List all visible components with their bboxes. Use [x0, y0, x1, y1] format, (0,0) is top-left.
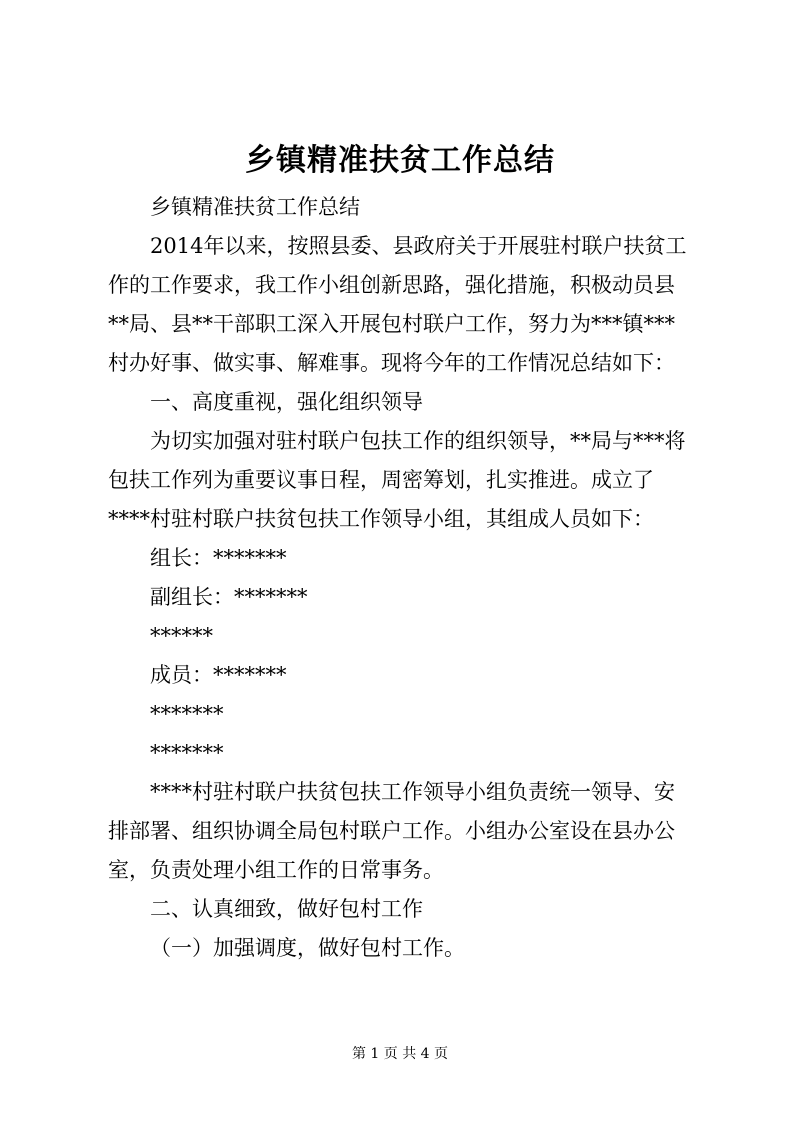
page-footer: 第 1 页 共 4 页	[351, 1046, 449, 1062]
member-line-deputy-name: ******	[150, 624, 213, 648]
subtitle-paragraph: 乡镇精准扶贫工作总结	[150, 195, 360, 219]
section1-heading: 一、高度重视，强化组织领导	[150, 390, 423, 414]
section1-body: 为切实加强对驻村联户包扶工作的组织领导，**局与***将包扶工作列为重要议事日程，周密筹划，扎实推进。成立了****村驻村联户扶贫包扶工作领导小组，其组成人员如下：	[108, 429, 686, 531]
document-body	[108, 188, 688, 968]
document-title: 乡镇精准扶贫工作总结	[245, 143, 555, 178]
member-line-member-3: *******	[150, 741, 224, 765]
section2-heading: 二、认真细致，做好包村工作	[150, 897, 423, 921]
member-line-members: 成员：*******	[150, 663, 287, 687]
intro-paragraph: 2014年以来，按照县委、县政府关于开展驻村联户扶贫工作的工作要求，我工作小组创新思路，强化措施，积极动员县**局、县**干部职工深入开展包村联户工作，努力为***镇***村办好事、做实事、解难事。现将今年的工作情况总结如下：	[108, 234, 687, 375]
section1-closing: ****村驻村联户扶贫包扶工作领导小组负责统一领导、安排部署、组织协调全局包村联户工作。小组办公室设在县办公室，负责处理小组工作的日常事务。	[108, 780, 675, 882]
section2-subheading: （一）加强调度，做好包村工作。	[150, 936, 465, 960]
member-line-leader: 组长：*******	[150, 546, 287, 570]
member-line-member-2: *******	[150, 702, 224, 726]
member-line-deputy: 副组长：*******	[150, 585, 308, 609]
